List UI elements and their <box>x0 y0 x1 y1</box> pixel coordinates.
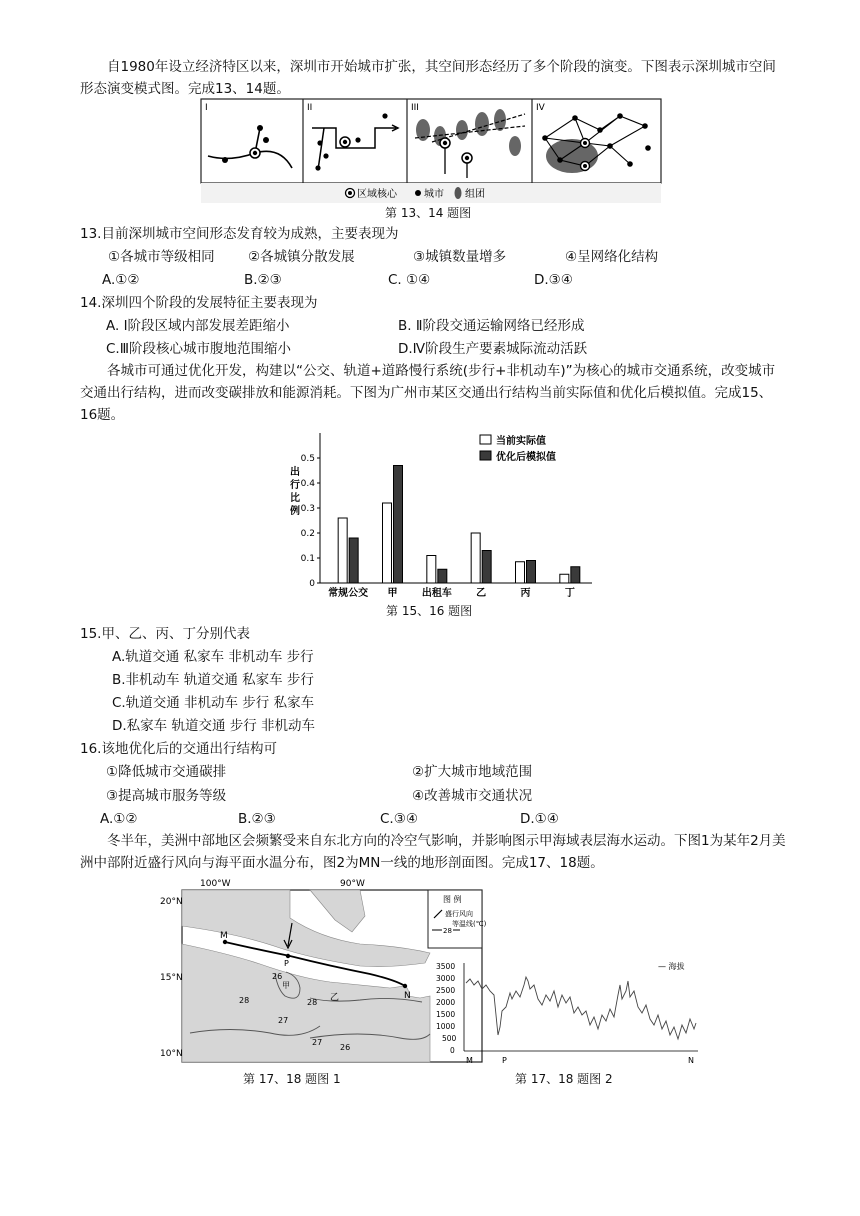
lat-label: 20°N <box>160 897 183 907</box>
stage-label: II <box>307 103 313 113</box>
profile-ytick: 500 <box>442 1034 457 1043</box>
q16-option-b[interactable]: B.②③ <box>238 811 276 827</box>
q13-item: ①各城市等级相同 <box>108 249 215 265</box>
profile-legend: — 海拔 <box>658 962 685 971</box>
q14-option-b[interactable]: B. Ⅱ阶段交通运输网络已经形成 <box>398 318 585 334</box>
iso-value: 27 <box>312 1038 323 1047</box>
point-jia: 甲 <box>282 981 290 990</box>
q15-option-a[interactable]: A.轨道交通 私家车 非机动车 步行 <box>112 649 314 665</box>
profile-ytick: 2000 <box>436 998 456 1007</box>
q15-option-d[interactable]: D.私家车 轨道交通 步行 非机动车 <box>112 718 316 734</box>
bar-optimized <box>571 567 580 583</box>
q13-item: ②各城镇分散发展 <box>248 249 355 265</box>
bar-optimized <box>394 466 403 584</box>
legend-label: 当前实际值 <box>496 436 546 447</box>
stage-label: I <box>205 103 208 113</box>
x-tick-label: 丁 <box>564 588 575 599</box>
profile-figure <box>430 955 710 1070</box>
bar-optimized <box>527 561 536 584</box>
intro-paragraph-1: 自1980年设立经济特区以来，深圳市开始城市扩张，其空间形态经历了多个阶段的演变。下图表示深圳城市空间形态演变模式图。完成13、14题。 <box>80 59 776 97</box>
lat-label: 10°N <box>160 1049 183 1059</box>
q13-item: ④呈网络化结构 <box>565 249 659 265</box>
legend-iso-sample: 28 <box>443 927 452 935</box>
lon-label: 90°W <box>340 879 365 889</box>
bar-current <box>383 503 392 583</box>
y-tick-label: 0.1 <box>300 554 315 564</box>
q14-option-d[interactable]: D.Ⅳ阶段生产要素城际流动活跃 <box>398 341 588 357</box>
q13-option-a[interactable]: A.①② <box>102 272 140 288</box>
map-caption: 第 17、18 题图 1 <box>243 1072 341 1086</box>
legend-title: 图 例 <box>443 895 462 904</box>
stage-label: III <box>411 103 419 113</box>
y-axis-label: 出 <box>290 467 300 478</box>
point-n: N <box>404 991 411 1001</box>
q13-stem: 13.目前深圳城市空间形态发育较为成熟，主要表现为 <box>80 226 399 242</box>
bar-current <box>427 556 436 584</box>
profile-xlabel-p: P <box>502 1056 507 1065</box>
iso-value: 26 <box>272 972 283 981</box>
profile-ytick: 0 <box>450 1046 455 1055</box>
q15-stem: 15.甲、乙、丙、丁分别代表 <box>80 626 250 642</box>
y-axis-label: 比 <box>290 493 300 504</box>
x-tick-label: 出租车 <box>421 588 452 599</box>
lat-label: 15°N <box>160 973 183 983</box>
bar-optimized <box>349 538 358 583</box>
iso-value: 28 <box>239 996 250 1005</box>
q13-option-b[interactable]: B.②③ <box>244 272 282 288</box>
x-tick-label: 甲 <box>387 588 398 599</box>
x-tick-label: 常规公交 <box>328 588 369 599</box>
x-tick-label: 丙 <box>520 588 531 599</box>
q15-option-c[interactable]: C.轨道交通 非机动车 步行 私家车 <box>112 695 315 711</box>
q16-stem: 16.该地优化后的交通出行结构可 <box>80 741 277 757</box>
bar-current <box>516 562 525 583</box>
profile-ytick: 1500 <box>436 1010 456 1019</box>
q14-stem: 14.深圳四个阶段的发展特征主要表现为 <box>80 295 318 311</box>
x-tick-label: 乙 <box>476 588 487 599</box>
q14-option-c[interactable]: C.Ⅲ阶段核心城市腹地范围缩小 <box>106 341 292 357</box>
legend-swatch <box>480 435 491 444</box>
q16-option-d[interactable]: D.①④ <box>520 811 559 827</box>
fig1-caption: 第 13、14 题图 <box>385 206 472 220</box>
y-tick-label: 0.2 <box>300 529 315 539</box>
legend-wind: 盛行风向 <box>445 910 473 918</box>
point-m: M <box>220 931 228 941</box>
intro-paragraph-2: 各城市可通过优化开发，构建以“公交、轨道+道路慢行系统(步行+非机动车)”为核心的城市交通系统，改变城市交通出行结构，进而改变碳排放和能源消耗。下图为广州市某区交通出行结构当前实际值和优化后模拟值。完成15、16题。 <box>80 363 776 423</box>
q16-item: ④改善城市交通状况 <box>412 788 533 804</box>
legend-core: 区域核心 <box>357 189 397 200</box>
legend-iso: 等温线(℃) <box>452 920 487 928</box>
point-p: P <box>284 959 289 968</box>
profile-caption: 第 17、18 题图 2 <box>515 1072 613 1086</box>
q13-option-d[interactable]: D.③④ <box>534 272 573 288</box>
lon-label: 100°W <box>200 879 231 889</box>
bar-current <box>471 533 480 583</box>
q16-item: ①降低城市交通碳排 <box>106 764 227 780</box>
intro-paragraph-3: 冬半年，美洲中部地区会频繁受来自东北方向的冷空气影响，并影响图示甲海域表层海水运动。下图1为某年2月美洲中部附近盛行风向与海平面水温分布，图2为MN一线的地形剖面图。完成17、18题。 <box>80 833 786 871</box>
q14-option-a[interactable]: A. Ⅰ阶段区域内部发展差距缩小 <box>106 318 290 334</box>
bar-optimized <box>482 551 491 584</box>
profile-ytick: 1000 <box>436 1022 456 1031</box>
travel-structure-chart <box>280 425 600 605</box>
profile-xlabel-n: N <box>688 1056 694 1065</box>
y-tick-label: 0.3 <box>300 504 315 514</box>
q16-option-c[interactable]: C.③④ <box>380 811 418 827</box>
q13-item: ③城镇数量增多 <box>413 249 507 265</box>
bar-optimized <box>438 569 447 583</box>
legend-swatch <box>480 451 491 460</box>
legend-cluster: 组团 <box>465 189 485 200</box>
y-tick-label: 0.4 <box>300 479 315 489</box>
profile-xlabel-m: M <box>466 1056 473 1065</box>
legend-label: 优化后模拟值 <box>496 452 556 463</box>
y-tick-label: 0 <box>309 579 315 589</box>
profile-ytick: 3500 <box>436 962 456 971</box>
q16-option-a[interactable]: A.①② <box>100 811 138 827</box>
bar-current <box>338 518 347 583</box>
y-tick-label: 0.5 <box>300 454 315 464</box>
bar-current <box>560 574 569 583</box>
profile-ytick: 3000 <box>436 974 456 983</box>
stage-label: IV <box>536 103 545 113</box>
profile-ytick: 2500 <box>436 986 456 995</box>
iso-value: 26 <box>340 1043 351 1052</box>
legend-city: 城市 <box>424 189 444 200</box>
iso-value: 28 <box>307 998 318 1007</box>
q13-option-c[interactable]: C. ①④ <box>388 272 431 288</box>
point-yi: 乙 <box>330 993 340 1003</box>
q15-option-b[interactable]: B.非机动车 轨道交通 私家车 步行 <box>112 672 314 688</box>
q16-item: ③提高城市服务等级 <box>106 788 227 804</box>
y-axis-label: 行 <box>290 480 300 491</box>
chart-caption: 第 15、16 题图 <box>386 604 473 618</box>
q16-item: ②扩大城市地域范围 <box>412 764 533 780</box>
iso-value: 27 <box>278 1016 289 1025</box>
y-axis-label: 例 <box>290 506 300 517</box>
